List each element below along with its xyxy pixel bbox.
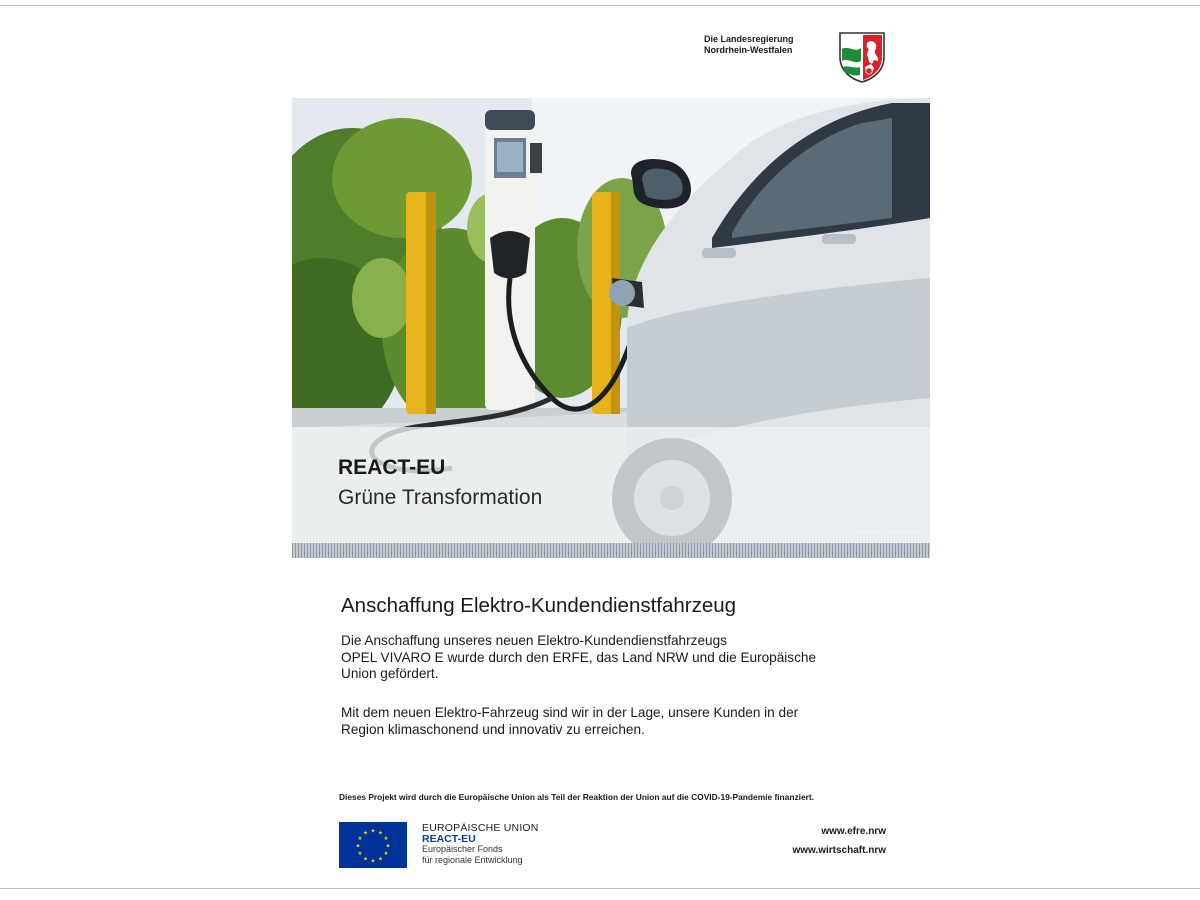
paragraph-2 [341,705,901,738]
footer-links [700,822,886,860]
eu-fund-label [422,823,539,865]
hero-title: REACT-EU [338,456,446,479]
bottom-divider [0,888,1200,889]
svg-text:★: ★ [370,858,376,865]
svg-text:★: ★ [385,843,391,850]
svg-text:★: ★ [363,830,368,837]
paragraph-1-line-1: Die Anschaffung unseres neuen Elektro-Kundendienstfahrzeugs [341,633,727,648]
hero-stripe [292,543,930,558]
eu-flag-icon [339,822,407,868]
svg-text:★: ★ [363,856,368,863]
svg-text:★: ★ [357,851,363,857]
top-divider [0,5,1200,6]
hero-image [292,98,930,558]
paragraph-1-line-3: Union gefördert. [341,666,439,681]
page-title: Anschaffung Elektro-Kundendienstfahrzeug [341,594,737,617]
photo-credit: ©Shutterstock, Mike Mareen [848,530,924,536]
hero-caption-band [292,427,930,543]
wirtschaft-link[interactable]: www.wirtschaft.nrw [792,845,886,856]
government-label [704,34,824,56]
paragraph-1 [341,633,901,683]
paragraph-2-line-2: Region klimaschonend und innovativ zu erreichen. [341,721,645,737]
hero-subtitle: Grüne Transformation [338,486,543,509]
svg-text:★: ★ [355,843,361,850]
svg-text:★: ★ [383,851,389,857]
efre-link[interactable]: www.efre.nrw [821,826,886,837]
svg-text:★: ★ [383,836,389,842]
svg-text:★: ★ [378,830,383,837]
fund-line-2: für regionale Entwicklung [422,854,523,865]
eu-union-label: EUROPÄISCHE UNION [422,822,539,834]
react-eu-label: REACT-EU [422,832,476,845]
svg-text:★: ★ [370,828,376,835]
government-line-1: Die Landesregierung [704,34,794,44]
paragraph-2-line-1: Mit dem neuen Elektro-Fahrzeug sind wir in der Lage, unsere Kunden in der [341,705,799,720]
paragraph-1-line-2: OPEL VIVARO E wurde durch den ERFE, das Land NRW und die Europäische [341,649,817,665]
government-line-2: Nordrhein-Westfalen [704,45,793,55]
nrw-crest-icon [838,31,886,83]
svg-text:★: ★ [357,836,363,842]
svg-text:★: ★ [378,856,383,863]
funding-note: Dieses Projekt wird durch die Europäische Union als Teil der Reaktion der Union auf die COVID-19-Pandemie finanziert. [339,792,814,802]
fund-line-1: Europäischer Fonds [422,844,503,854]
